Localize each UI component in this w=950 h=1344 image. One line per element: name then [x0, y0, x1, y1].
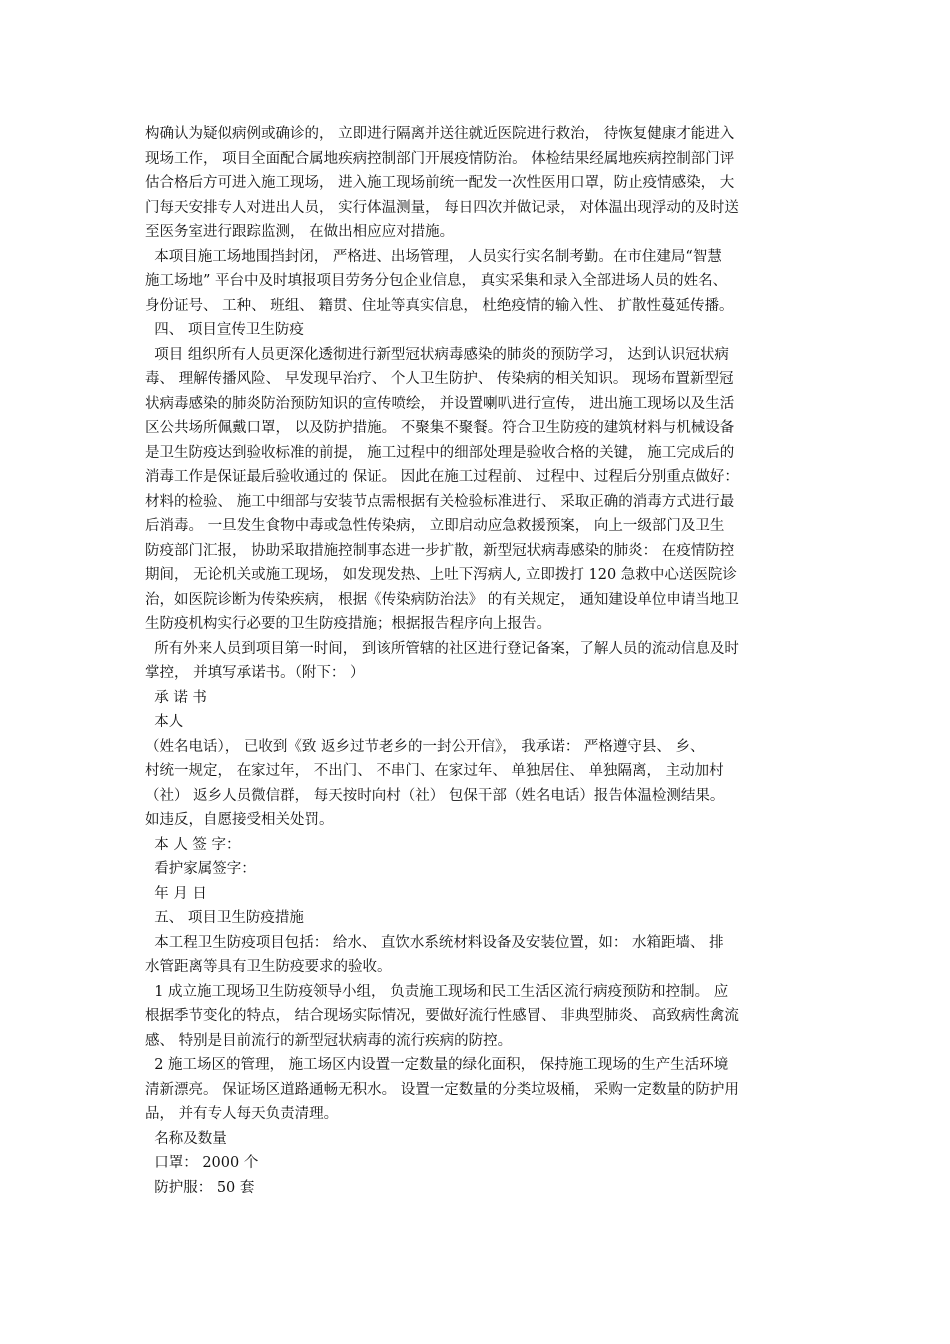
text-line: 材料的检验、 施工中细部与安装节点需根据有关检验标准进行、 采取正确的消毒方式进行最 — [145, 493, 735, 510]
text-line: 治，如医院诊断为传染疾病， 根据《传染病防治法》 的有关规定， 通知建设单位申请当地卫 — [145, 591, 739, 608]
text-line: 现场工作， 项目全面配合属地疾病控制部门开展疫情防治。 体检结果经属地疾病控制部门评 — [145, 150, 735, 167]
pledge-title: 承 诺 书 — [145, 689, 207, 706]
signature-line: 本 人 签 字： — [145, 836, 241, 853]
text-line: 防护服： 50 套 — [145, 1179, 255, 1196]
text-line: 名称及数量 — [145, 1130, 227, 1147]
text-line: 水管距离等具有卫生防疫要求的验收。 — [145, 959, 392, 975]
text-line: 后消毒。 一旦发生食物中毒或急性传染病， 立即启动应急救援预案， 向上一级部门及卫生 — [145, 518, 725, 534]
section-heading: 四、 项目宣传卫生防疫 — [145, 322, 304, 338]
text-line: 估合格后方可进入施工现场， 进入施工现场前统一配发一次性医用口罩，防止疫情感染， 大 — [145, 175, 735, 191]
text-line: 门每天安排专人对进出人员， 实行体温测量， 每日四次并做记录， 对体温出现浮动的及时送 — [145, 199, 739, 216]
text-line: 所有外来人员到项目第一时间， 到该所管辖的社区进行登记备案，了解人员的流动信息及时 — [145, 640, 739, 657]
text-line: 2 施工场区的管理， 施工场区内设置一定数量的绿化面积， 保持施工现场的生产生活环境 — [145, 1057, 729, 1073]
text-line: 村统一规定， 在家过年， 不出门、 不串门、在家过年、 单独居住、 单独隔离， 主动加村 — [145, 763, 724, 779]
text-line: 本项目施工场地围挡封闭， 严格进、出场管理， 人员实行实名制考勤。在市住建局“智慧 — [145, 248, 722, 265]
text-line: 掌控， 并填写承诺书。（附下： ） — [145, 665, 365, 681]
text-line: 感、 特别是目前流行的新型冠状病毒的流行疾病的防控。 — [145, 1032, 513, 1049]
text-line: 清新漂亮。 保证场区道路通畅无积水。 设置一定数量的分类垃圾桶， 采购一定数量的防护用 — [145, 1081, 739, 1098]
text-line: 毒、 理解传播风险、 早发现早治疗、 个人卫生防护、 传染病的相关知识。 现场布置新型冠 — [145, 371, 734, 387]
text-line: 施工场地” 平台中及时填报项目劳务分包企业信息， 真实采集和录入全部进场人员的姓名、 — [145, 273, 728, 289]
document-page — [145, 122, 805, 1200]
text-line: 是卫生防疫达到验收标准的前提， 施工过程中的细部处理是验收合格的关键， 施工完成后的 — [145, 444, 735, 461]
text-line: 品， 并有专人每天负责清理。 — [145, 1106, 339, 1122]
text-line: 如违反，自愿接受相关处罚。 — [145, 812, 334, 828]
text-line: 区公共场所佩戴口罩， 以及防护措施。 不聚集不聚餐。符合卫生防疫的建筑材料与机械设备 — [145, 420, 735, 436]
text-line: 状病毒感染的肺炎防治预防知识的宣传喷绘， 并设置喇叭进行宣传， 进出施工现场以及生活 — [145, 395, 735, 412]
text-line: 口罩： 2000 个 — [145, 1155, 259, 1171]
text-line: （姓名电话）， 已收到《致 返乡过节老乡的一封公开信》， 我承诺： 严格遵守县、 乡、 — [145, 738, 705, 755]
text-line: 本人 — [145, 714, 184, 730]
section-heading: 五、 项目卫生防疫措施 — [145, 910, 304, 926]
text-line: 期间， 无论机关或施工现场， 如发现发热、上吐下泻病人, 立即拨打 120 急救中心送医院诊 — [145, 567, 737, 583]
family-signature-line: 看护家属签字： — [145, 861, 256, 877]
text-line: 构确认为疑似病例或确诊的， 立即进行隔离并送往就近医院进行救治， 待恢复健康才能进入 — [145, 126, 735, 142]
text-line: 1 成立施工现场卫生防疫领导小组， 负责施工现场和民工生活区流行病疫预防和控制。 应 — [145, 983, 729, 1000]
date-line: 年 月 日 — [145, 885, 207, 902]
text-line: 防疫部门汇报， 协助采取措施控制事态进一步扩散，新型冠状病毒感染的肺炎： 在疫情防控 — [145, 542, 735, 559]
text-line: 项目 组织所有人员更深化透彻进行新型冠状病毒感染的肺炎的预防学习， 达到认识冠状病 — [145, 346, 729, 363]
text-line: 身份证号、 工种、 班组、 籍贯、住址等真实信息， 杜绝疫情的输入性、 扩散性蔓延传播。 — [145, 297, 734, 314]
text-line: 本工程卫生防疫项目包括： 给水、 直饮水系统材料设备及安装位置，如： 水箱距墙、 排 — [145, 934, 724, 951]
text-line: 根据季节变化的特点， 结合现场实际情况，要做好流行性感冒、 非典型肺炎、 高致病性禽流 — [145, 1008, 739, 1024]
text-line: 生防疫机构实行必要的卫生防疫措施；根据报告程序向上报告。 — [145, 616, 551, 632]
text-line: （社） 返乡人员微信群， 每天按时向村（社） 包保干部（姓名电话）报告体温检测结果。 — [145, 787, 725, 804]
text-line: 消毒工作是保证最后验收通过的 保证。 因此在施工过程前、 过程中、过程后分别重点做好： — [145, 469, 739, 485]
text-line: 至医务室进行跟踪监测， 在做出相应应对措施。 — [145, 224, 455, 240]
